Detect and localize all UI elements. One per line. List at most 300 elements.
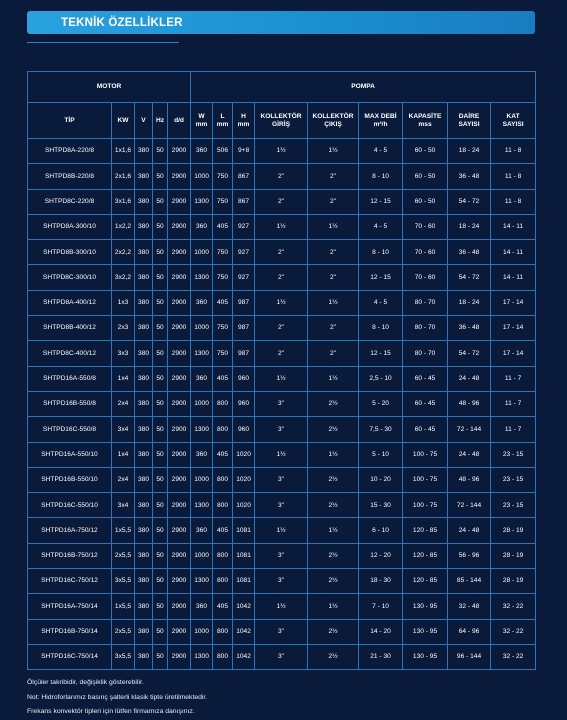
table-cell: 11 - 8 <box>491 139 536 164</box>
table-cell: 50 <box>153 240 168 265</box>
table-cell: 1020 <box>233 467 255 492</box>
table-cell: 800 <box>213 391 233 416</box>
table-row <box>28 214 536 239</box>
table-cell: 1000 <box>191 619 213 644</box>
column-header <box>213 103 233 139</box>
table-cell: 50 <box>153 265 168 290</box>
table-cell: 1½ <box>255 518 308 543</box>
table-cell: 380 <box>135 164 153 189</box>
section-title-bar <box>27 11 535 34</box>
table-cell: 2900 <box>168 265 191 290</box>
table-cell: 2900 <box>168 467 191 492</box>
table-cell: 2½ <box>308 493 359 518</box>
table-cell: 1½ <box>308 442 359 467</box>
table-cell: 2900 <box>168 240 191 265</box>
table-cell: 50 <box>153 569 168 594</box>
table-cell: 2" <box>255 265 308 290</box>
table-cell: 1x3 <box>112 290 135 315</box>
table-cell: 3x3 <box>112 341 135 366</box>
table-cell: 1042 <box>233 594 255 619</box>
table-row <box>28 240 536 265</box>
table-row <box>28 518 536 543</box>
table-cell: 750 <box>213 316 233 341</box>
table-row <box>28 391 536 416</box>
table-cell: 18 - 24 <box>448 139 491 164</box>
table-cell: 10 - 20 <box>359 467 403 492</box>
table-cell: 1½ <box>308 366 359 391</box>
table-cell: 405 <box>213 442 233 467</box>
table-cell: SHTPD8B-400/12 <box>28 316 112 341</box>
table-cell: 14 - 11 <box>491 240 536 265</box>
table-cell: 380 <box>135 341 153 366</box>
table-cell: 1x2,2 <box>112 214 135 239</box>
table-cell: 1½ <box>255 214 308 239</box>
table-cell: 14 - 11 <box>491 214 536 239</box>
table-row <box>28 341 536 366</box>
table-cell: 17 - 14 <box>491 316 536 341</box>
table-cell: 36 - 48 <box>448 164 491 189</box>
table-row <box>28 164 536 189</box>
table-cell: SHTPD8A-300/10 <box>28 214 112 239</box>
motor-group-header: MOTOR <box>28 72 191 103</box>
table-cell: 50 <box>153 214 168 239</box>
table-cell: 50 <box>153 366 168 391</box>
table-cell: 1300 <box>191 417 213 442</box>
table-cell: 3x5,5 <box>112 644 135 669</box>
table-row <box>28 139 536 164</box>
table-cell: 2900 <box>168 518 191 543</box>
table-cell: 23 - 15 <box>491 493 536 518</box>
table-cell: 2" <box>308 316 359 341</box>
table-cell: 867 <box>233 164 255 189</box>
table-cell: 1½ <box>255 139 308 164</box>
column-header <box>403 103 448 139</box>
footnote: Ölçüler takribidir, değişiklik gösterebilir. <box>27 679 144 686</box>
table-cell: 2½ <box>308 644 359 669</box>
column-header-label: DAİRE <box>458 112 480 120</box>
column-header-label: Hz <box>155 116 165 124</box>
table-cell: SHTPD16A-550/10 <box>28 442 112 467</box>
table-cell: 60 - 45 <box>403 417 448 442</box>
table-cell: 18 - 30 <box>359 569 403 594</box>
table-cell: 2" <box>255 341 308 366</box>
table-cell: 50 <box>153 417 168 442</box>
table-cell: 2900 <box>168 417 191 442</box>
table-row <box>28 594 536 619</box>
table-cell: 2900 <box>168 619 191 644</box>
spec-table <box>27 71 536 670</box>
table-cell: 380 <box>135 467 153 492</box>
table-row <box>28 442 536 467</box>
table-cell: 1020 <box>233 493 255 518</box>
table-cell: 32 - 22 <box>491 644 536 669</box>
section-title: TEKNİK ÖZELLİKLER <box>61 16 183 29</box>
table-cell: 960 <box>233 417 255 442</box>
table-cell: SHTPD16A-750/12 <box>28 518 112 543</box>
table-cell: 54 - 72 <box>448 341 491 366</box>
table-cell: 750 <box>213 240 233 265</box>
table-cell: 100 - 75 <box>403 467 448 492</box>
table-cell: 48 - 96 <box>448 467 491 492</box>
column-header-label: H <box>241 112 246 120</box>
table-cell: 1300 <box>191 569 213 594</box>
table-cell: 60 - 45 <box>403 366 448 391</box>
table-cell: 380 <box>135 214 153 239</box>
table-cell: 380 <box>135 265 153 290</box>
column-header-label: KAPASİTE <box>408 112 442 120</box>
title-underline <box>27 42 179 43</box>
table-cell: 380 <box>135 240 153 265</box>
table-cell: 50 <box>153 139 168 164</box>
table-cell: 960 <box>233 366 255 391</box>
table-cell: 18 - 24 <box>448 290 491 315</box>
table-cell: 927 <box>233 240 255 265</box>
table-cell: 1½ <box>308 214 359 239</box>
column-header-unit: m³/h <box>373 120 388 128</box>
column-header-unit: ÇIKIŞ <box>324 120 342 128</box>
table-row <box>28 316 536 341</box>
column-header-label: V <box>141 116 146 124</box>
table-cell: 1042 <box>233 619 255 644</box>
column-header <box>191 103 213 139</box>
column-header-label: L <box>220 112 225 120</box>
table-cell: 14 - 11 <box>491 265 536 290</box>
table-cell: 11 - 7 <box>491 391 536 416</box>
table-cell: 120 - 85 <box>403 518 448 543</box>
table-cell: 24 - 48 <box>448 366 491 391</box>
table-row <box>28 417 536 442</box>
table-cell: 60 - 50 <box>403 139 448 164</box>
table-cell: 380 <box>135 417 153 442</box>
table-cell: 1300 <box>191 265 213 290</box>
table-cell: SHTPD8A-220/8 <box>28 139 112 164</box>
column-header <box>135 103 153 139</box>
column-header <box>308 103 359 139</box>
table-cell: 1300 <box>191 189 213 214</box>
table-cell: 2900 <box>168 644 191 669</box>
table-cell: 32 - 22 <box>491 594 536 619</box>
table-cell: 54 - 72 <box>448 265 491 290</box>
column-header <box>153 103 168 139</box>
table-cell: 1x1,6 <box>112 139 135 164</box>
table-cell: 2900 <box>168 569 191 594</box>
table-cell: 1x5,5 <box>112 594 135 619</box>
table-cell: 380 <box>135 391 153 416</box>
table-cell: 36 - 48 <box>448 240 491 265</box>
table-cell: 927 <box>233 265 255 290</box>
table-cell: 1x4 <box>112 366 135 391</box>
table-cell: 50 <box>153 164 168 189</box>
table-cell: 2" <box>255 164 308 189</box>
table-cell: 2½ <box>308 391 359 416</box>
table-cell: 1½ <box>308 518 359 543</box>
table-cell: 7 - 10 <box>359 594 403 619</box>
table-cell: 11 - 8 <box>491 164 536 189</box>
table-cell: SHTPD16C-550/8 <box>28 417 112 442</box>
column-header-unit: mm <box>195 120 208 128</box>
table-row <box>28 366 536 391</box>
table-cell: 80 - 70 <box>403 316 448 341</box>
table-cell: 2" <box>308 240 359 265</box>
table-cell: SHTPD16A-750/14 <box>28 594 112 619</box>
table-row <box>28 290 536 315</box>
table-cell: 380 <box>135 518 153 543</box>
table-row <box>28 467 536 492</box>
table-cell: 3" <box>255 569 308 594</box>
column-header-label: KOLLEKTÖR <box>312 112 354 120</box>
table-cell: 2,5 - 10 <box>359 366 403 391</box>
table-cell: SHTPD16A-550/8 <box>28 366 112 391</box>
table-cell: 1000 <box>191 316 213 341</box>
table-cell: 380 <box>135 316 153 341</box>
table-cell: 800 <box>213 417 233 442</box>
table-cell: 60 - 45 <box>403 391 448 416</box>
table-cell: 50 <box>153 594 168 619</box>
table-cell: 2½ <box>308 619 359 644</box>
table-cell: 1½ <box>308 594 359 619</box>
table-cell: 2900 <box>168 594 191 619</box>
table-cell: 2900 <box>168 189 191 214</box>
table-cell: 1300 <box>191 644 213 669</box>
column-header-label: TİP <box>64 116 75 124</box>
table-cell: 64 - 96 <box>448 619 491 644</box>
column-header-unit: mm <box>216 120 229 128</box>
table-cell: 3x5,5 <box>112 569 135 594</box>
table-cell: 32 - 22 <box>491 619 536 644</box>
table-cell: 1000 <box>191 543 213 568</box>
table-cell: 2½ <box>308 467 359 492</box>
table-cell: 2" <box>308 189 359 214</box>
table-cell: 750 <box>213 189 233 214</box>
table-cell: 1½ <box>255 366 308 391</box>
column-header-label: d/d <box>174 116 184 124</box>
table-cell: 405 <box>213 290 233 315</box>
table-cell: 800 <box>213 619 233 644</box>
table-cell: 750 <box>213 341 233 366</box>
table-cell: 800 <box>213 493 233 518</box>
table-cell: 130 - 95 <box>403 644 448 669</box>
column-header <box>491 103 536 139</box>
table-cell: 1½ <box>255 594 308 619</box>
table-cell: 1½ <box>308 290 359 315</box>
table-cell: 2x5,5 <box>112 543 135 568</box>
table-cell: 96 - 144 <box>448 644 491 669</box>
table-cell: SHTPD8C-220/8 <box>28 189 112 214</box>
table-cell: 3" <box>255 644 308 669</box>
table-cell: 8 - 10 <box>359 164 403 189</box>
table-cell: 380 <box>135 493 153 518</box>
column-headers <box>28 103 536 139</box>
table-cell: 2900 <box>168 316 191 341</box>
table-cell: 7,5 - 30 <box>359 417 403 442</box>
table-cell: 3" <box>255 467 308 492</box>
table-cell: 14 - 20 <box>359 619 403 644</box>
table-cell: 405 <box>213 518 233 543</box>
table-cell: 60 - 50 <box>403 164 448 189</box>
table-cell: 2" <box>255 240 308 265</box>
column-header <box>233 103 255 139</box>
footnote: Not: Hidroforlarımız basınç şalterli klasik tipte üretilmektedir. <box>27 693 208 701</box>
table-cell: 17 - 14 <box>491 341 536 366</box>
table-cell: 12 - 20 <box>359 543 403 568</box>
footnote: Frekans konvektör tipleri için lütfen firmamıza danışınız. <box>27 708 195 715</box>
table-cell: 50 <box>153 341 168 366</box>
table-cell: 72 - 144 <box>448 493 491 518</box>
table-cell: 380 <box>135 644 153 669</box>
table-cell: 960 <box>233 391 255 416</box>
table-cell: 2900 <box>168 543 191 568</box>
table-cell: 2900 <box>168 290 191 315</box>
table-cell: 50 <box>153 644 168 669</box>
table-cell: SHTPD8B-220/8 <box>28 164 112 189</box>
table-cell: 3" <box>255 391 308 416</box>
table-cell: 2½ <box>308 569 359 594</box>
table-cell: 1000 <box>191 164 213 189</box>
table-cell: 50 <box>153 189 168 214</box>
table-cell: 2" <box>255 316 308 341</box>
table-cell: SHTPD16C-750/12 <box>28 569 112 594</box>
table-cell: 1x5,5 <box>112 518 135 543</box>
table-cell: 2900 <box>168 391 191 416</box>
table-cell: 1300 <box>191 493 213 518</box>
table-cell: SHTPD16B-550/8 <box>28 391 112 416</box>
table-cell: 380 <box>135 366 153 391</box>
table-cell: 927 <box>233 214 255 239</box>
table-cell: 11 - 7 <box>491 417 536 442</box>
column-header <box>255 103 308 139</box>
table-cell: 50 <box>153 467 168 492</box>
table-cell: 23 - 15 <box>491 442 536 467</box>
column-header <box>28 103 112 139</box>
table-cell: 50 <box>153 316 168 341</box>
table-cell: 405 <box>213 214 233 239</box>
table-cell: 3" <box>255 417 308 442</box>
table-cell: 380 <box>135 569 153 594</box>
column-header <box>448 103 491 139</box>
table-cell: 1300 <box>191 341 213 366</box>
table-cell: 1042 <box>233 644 255 669</box>
table-cell: 2" <box>308 164 359 189</box>
table-cell: 2" <box>308 265 359 290</box>
table-cell: 2900 <box>168 442 191 467</box>
table-cell: SHTPD16B-750/14 <box>28 619 112 644</box>
table-cell: 2900 <box>168 341 191 366</box>
table-cell: 1x4 <box>112 442 135 467</box>
table-cell: 85 - 144 <box>448 569 491 594</box>
table-cell: 54 - 72 <box>448 189 491 214</box>
table-cell: 5 - 20 <box>359 391 403 416</box>
table-row <box>28 189 536 214</box>
table-cell: 867 <box>233 189 255 214</box>
table-cell: 987 <box>233 316 255 341</box>
table-cell: 1081 <box>233 543 255 568</box>
table-cell: 50 <box>153 391 168 416</box>
table-cell: SHTPD16B-750/12 <box>28 543 112 568</box>
table-cell: 8 - 10 <box>359 316 403 341</box>
table-cell: 2900 <box>168 164 191 189</box>
table-cell: 506 <box>213 139 233 164</box>
footnotes <box>27 676 547 720</box>
table-cell: 1020 <box>233 442 255 467</box>
table-cell: 1000 <box>191 467 213 492</box>
table-cell: 9+8 <box>233 139 255 164</box>
table-cell: 360 <box>191 442 213 467</box>
table-cell: 3" <box>255 493 308 518</box>
table-cell: SHTPD16C-750/14 <box>28 644 112 669</box>
table-cell: 120 - 85 <box>403 543 448 568</box>
table-cell: 800 <box>213 644 233 669</box>
table-cell: 80 - 70 <box>403 341 448 366</box>
table-cell: 380 <box>135 139 153 164</box>
table-cell: 987 <box>233 290 255 315</box>
table-cell: 987 <box>233 341 255 366</box>
table-cell: 48 - 96 <box>448 391 491 416</box>
table-cell: 15 - 30 <box>359 493 403 518</box>
table-cell: 3x4 <box>112 493 135 518</box>
table-cell: 1½ <box>308 139 359 164</box>
table-cell: 2" <box>308 341 359 366</box>
table-cell: 12 - 15 <box>359 189 403 214</box>
table-cell: 380 <box>135 442 153 467</box>
table-cell: 380 <box>135 594 153 619</box>
table-row <box>28 265 536 290</box>
table-cell: 50 <box>153 442 168 467</box>
table-cell: 2x4 <box>112 391 135 416</box>
table-cell: 3" <box>255 619 308 644</box>
table-cell: 120 - 85 <box>403 569 448 594</box>
table-row <box>28 569 536 594</box>
table-cell: 380 <box>135 290 153 315</box>
table-cell: 1000 <box>191 391 213 416</box>
table-cell: 11 - 7 <box>491 366 536 391</box>
table-cell: 100 - 75 <box>403 493 448 518</box>
table-cell: 2900 <box>168 139 191 164</box>
table-cell: 360 <box>191 139 213 164</box>
column-header-label: KW <box>117 116 129 124</box>
table-cell: 405 <box>213 366 233 391</box>
table-cell: 4 - 5 <box>359 290 403 315</box>
table-cell: 56 - 96 <box>448 543 491 568</box>
table-cell: 2½ <box>308 543 359 568</box>
table-cell: 5 - 10 <box>359 442 403 467</box>
table-cell: 360 <box>191 518 213 543</box>
column-header <box>168 103 191 139</box>
table-cell: 50 <box>153 518 168 543</box>
table-cell: 380 <box>135 189 153 214</box>
table-cell: 4 - 5 <box>359 214 403 239</box>
table-cell: 750 <box>213 265 233 290</box>
table-cell: 360 <box>191 214 213 239</box>
table-cell: 60 - 50 <box>403 189 448 214</box>
table-cell: SHTPD8C-300/10 <box>28 265 112 290</box>
table-cell: 36 - 48 <box>448 316 491 341</box>
table-cell: 18 - 24 <box>448 214 491 239</box>
table-cell: 2x1,6 <box>112 164 135 189</box>
table-cell: 70 - 60 <box>403 214 448 239</box>
table-cell: 50 <box>153 619 168 644</box>
table-cell: 2900 <box>168 214 191 239</box>
table-cell: SHTPD8B-300/10 <box>28 240 112 265</box>
table-cell: 130 - 95 <box>403 619 448 644</box>
table-cell: 2900 <box>168 493 191 518</box>
table-cell: 1081 <box>233 569 255 594</box>
column-header-unit: mss <box>418 120 432 128</box>
table-cell: 24 - 48 <box>448 518 491 543</box>
table-cell: 2" <box>255 189 308 214</box>
column-header-unit: SAYISI <box>458 120 480 128</box>
table-cell: 1½ <box>255 442 308 467</box>
table-cell: SHTPD8C-400/12 <box>28 341 112 366</box>
